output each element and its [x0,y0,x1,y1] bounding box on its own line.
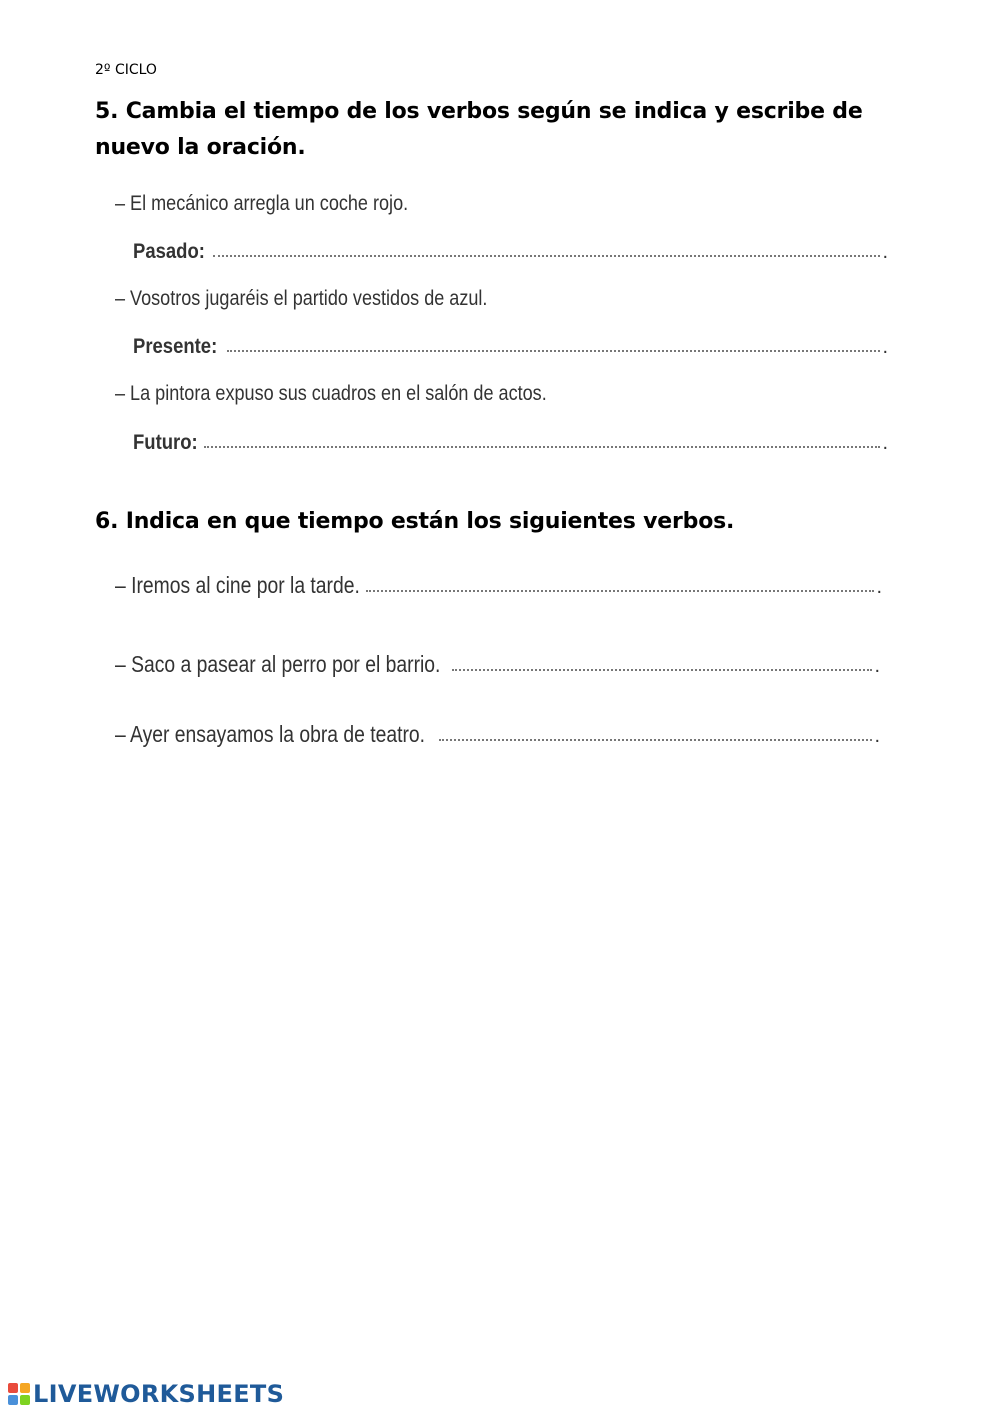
logo-square-2 [20,1383,30,1393]
answer-dotted-line[interactable] [227,349,881,352]
exercise-5-answer-row-2[interactable] [133,335,888,359]
logo-square-4 [20,1395,30,1405]
answer-label-futuro: Futuro: [133,431,198,454]
answer-dotted-line[interactable] [452,668,872,671]
exercise-6-row-2[interactable] [115,651,880,678]
exercise-5-sentence-3: – La pintora expuso sus cuadros en el salón de actos. [115,382,547,405]
exercise-6-sentence-3: – Ayer ensayamos la obra de teatro. [115,721,426,747]
logo-square-3 [8,1395,18,1405]
exercise-5-sentence-2: – Vosotros jugaréis el partido vestidos de azul. [115,287,488,310]
logo-square-1 [8,1383,18,1393]
period: . [882,432,888,454]
answer-label-presente: Presente: [133,335,218,358]
liveworksheets-logo-icon [8,1383,30,1405]
liveworksheets-logo[interactable] [8,1380,284,1408]
exercise-5-answer-row-3[interactable] [133,431,888,455]
period: . [876,576,882,598]
period: . [882,336,888,358]
period: . [882,241,888,263]
answer-dotted-line[interactable] [204,445,880,448]
exercise-6-sentence-2: – Saco a pasear al perro por el barrio. [115,651,441,677]
answer-label-pasado: Pasado: [133,240,205,263]
exercise-6-title: 6. Indica en que tiempo están los siguientes verbos. [95,509,735,534]
period: . [874,725,880,747]
period: . [874,655,880,677]
exercise-5-sentence-1: – El mecánico arregla un coche rojo. [115,192,409,215]
answer-dotted-line[interactable] [213,254,881,257]
exercise-5-answer-row-1[interactable] [133,240,888,264]
cycle-label: 2º CICLO [95,62,157,78]
exercise-6-row-3[interactable] [115,721,880,748]
exercise-6-row-1[interactable] [115,572,882,599]
exercise-5-title: 5. Cambia el tiempo de los verbos según se indica y escribe de nuevo la oración. [95,99,863,160]
exercise-6-sentence-1: – Iremos al cine por la tarde. [115,572,360,598]
answer-dotted-line[interactable] [366,589,874,592]
brand-name: LIVEWORKSHEETS [33,1380,285,1408]
answer-dotted-line[interactable] [439,738,872,741]
